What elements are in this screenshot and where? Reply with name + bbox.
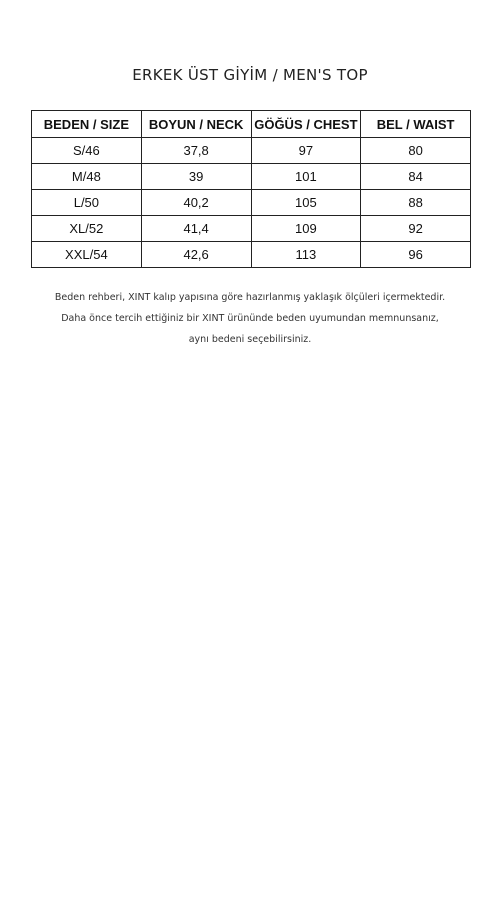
cell-chest: 113	[251, 242, 361, 268]
cell-size: XL/52	[32, 216, 142, 242]
header-neck: BOYUN / NECK	[141, 111, 251, 138]
size-guide-note	[0, 287, 500, 350]
table-header-row	[32, 111, 471, 138]
cell-chest: 97	[251, 138, 361, 164]
table-row	[32, 242, 471, 268]
note-line: aynı bedeni seçebilirsiniz.	[188, 334, 312, 345]
cell-neck: 39	[141, 164, 251, 190]
cell-size: M/48	[32, 164, 142, 190]
cell-size: XXL/54	[32, 242, 142, 268]
cell-waist: 92	[361, 216, 471, 242]
cell-size: L/50	[32, 190, 142, 216]
header-waist: BEL / WAIST	[361, 111, 471, 138]
note-line: Daha önce tercih ettiğiniz bir XINT ürününde beden uyumundan memnunsanız,	[61, 313, 439, 324]
cell-neck: 42,6	[141, 242, 251, 268]
page-title: ERKEK ÜST GİYİM / MEN'S TOP	[132, 66, 368, 84]
cell-waist: 88	[361, 190, 471, 216]
cell-neck: 41,4	[141, 216, 251, 242]
table-row	[32, 216, 471, 242]
cell-neck: 37,8	[141, 138, 251, 164]
size-chart-table	[31, 110, 471, 268]
cell-size: S/46	[32, 138, 142, 164]
cell-chest: 109	[251, 216, 361, 242]
cell-chest: 101	[251, 164, 361, 190]
table-row	[32, 190, 471, 216]
note-line: Beden rehberi, XINT kalıp yapısına göre hazırlanmış yaklaşık ölçüleri içermektedir.	[54, 292, 446, 303]
table-row	[32, 164, 471, 190]
header-chest: GÖĞÜS / CHEST	[251, 111, 361, 138]
cell-waist: 96	[361, 242, 471, 268]
cell-waist: 84	[361, 164, 471, 190]
cell-waist: 80	[361, 138, 471, 164]
header-size: BEDEN / SIZE	[32, 111, 142, 138]
cell-neck: 40,2	[141, 190, 251, 216]
table-row	[32, 138, 471, 164]
cell-chest: 105	[251, 190, 361, 216]
